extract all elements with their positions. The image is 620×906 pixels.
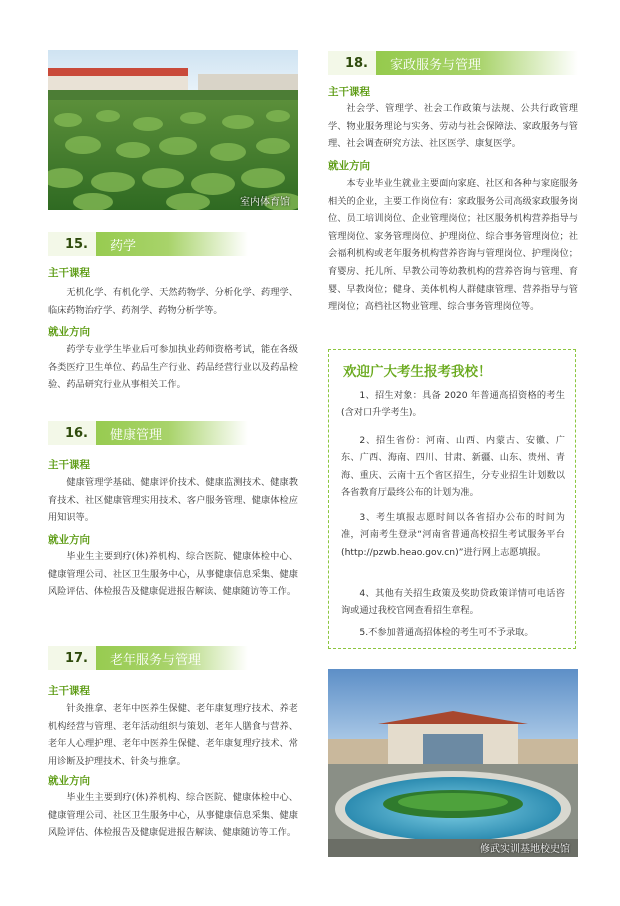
courses-text: 健康管理学基础、健康评价技术、健康监测技术、健康教育技术、社区健康管理实用技术、客户服务管理、健康体检应用知识等。 (48, 477, 298, 524)
notice-item: 2、招生省份：河南、山西、内蒙古、安徽、广东、广西、海南、四川、甘肃、新疆、山东、贵州、青海、重庆、云南十五个省区招生，分专业招生计划数以各省教育厅最终公布的计划为准。 (341, 435, 565, 499)
course-heading: 主干课程 (328, 86, 370, 98)
admissions-notice-box (328, 349, 576, 649)
section-number: 17. (48, 646, 96, 670)
section-number: 18. (328, 51, 376, 75)
section-title: 家政服务与管理 (390, 57, 482, 73)
lotus-pond-image (48, 50, 298, 210)
career-heading: 就业方向 (48, 326, 90, 338)
section-number: 15. (48, 232, 96, 256)
career-text: 本专业毕业生就业主要面向家庭、社区和各种与家庭服务相关的企业，主要工作岗位有：家政服务公司高级家政服务岗位、员工培训岗位、企业管理岗位；社区服务机构营养指导与管理岗位、家务管理岗位、护理岗位、综合事务管理岗位；社会福利机构或老年服务机构营养咨询与管理岗位、护理岗位；育婴房、托儿所、早教公司等幼教机构的营养咨询与管理、育婴、早教岗位；健身、美体机构人群健康管理、营养指导与管理岗位；高档社区物业管理、综合事务管理岗位等。 (328, 178, 578, 313)
courses-text: 无机化学、有机化学、天然药物学、分析化学、药理学、临床药物治疗学、药剂学、药物分析学等。 (48, 287, 298, 316)
gymnasium-photo (48, 50, 298, 210)
course-heading: 主干课程 (48, 685, 90, 697)
career-heading: 就业方向 (48, 534, 90, 546)
section-title: 健康管理 (110, 427, 163, 443)
photo-caption: 修武实训基地校史馆 (480, 844, 570, 855)
notice-item: 5.不参加普通高招体检的考生可不予录取。 (359, 627, 534, 638)
section-number: 16. (48, 421, 96, 445)
section-17-banner (48, 646, 248, 670)
notice-item: 4、其他有关招生政策及奖助贷政策详情可电话咨询或通过我校官网查看招生章程。 (341, 588, 565, 617)
notice-item: 1、招生对象：具备 2020 年普通高招资格的考生(含对口升学考生)。 (341, 390, 565, 419)
photo-caption: 室内体育馆 (240, 197, 290, 208)
museum-fountain-image (328, 669, 578, 857)
section-16-banner (48, 421, 248, 445)
section-18-banner (328, 51, 578, 75)
notice-item: 3、考生填报志愿时间以各省招办公布的时间为准，河南考生登录“河南省普通高校招生考试服务平台(http://pzwb.heao.gov.cn)”进行网上志愿填报。 (341, 512, 565, 558)
career-text: 毕业生主要到疗(休)养机构、综合医院、健康体检中心、健康管理公司、社区卫生服务中心，从事健康信息采集、健康风险评估、体检报告及健康促进报告解读、健康随访等工作。 (48, 551, 298, 598)
career-text: 毕业生主要到疗(休)养机构、综合医院、健康体检中心、健康管理公司、社区卫生服务中心，从事健康信息采集、健康风险评估、体检报告及健康促进报告解读、健康随访等工作。 (48, 792, 298, 839)
career-heading: 就业方向 (48, 775, 90, 787)
notice-title: 欢迎广大考生报考我校！ (343, 364, 492, 380)
course-heading: 主干课程 (48, 459, 90, 471)
course-heading: 主干课程 (48, 267, 90, 279)
history-museum-photo (328, 669, 578, 857)
section-title: 药学 (110, 238, 137, 254)
career-text: 药学专业学生毕业后可参加执业药师资格考试，能在各级各类医疗卫生单位、药品生产行业、药品经营行业以及药品检验、药品研究行业从事相关工作。 (48, 344, 298, 391)
courses-text: 针灸推拿、老年中医养生保健、老年康复理疗技术、养老机构经营与管理、老年活动组织与策划、老年人膳食与营养、老年人心理护理、老年中医养生保健、老年康复理疗技术、常用诊断及护理技术、针灸与推拿。 (48, 703, 298, 767)
section-title: 老年服务与管理 (110, 652, 202, 668)
courses-text: 社会学、管理学、社会工作政策与法规、公共行政管理学、物业服务理论与实务、劳动与社会保障法、家政服务与管理、社会调查研究方法、社区医学、康复医学。 (328, 103, 578, 150)
section-15-banner (48, 232, 248, 256)
career-heading: 就业方向 (328, 160, 370, 172)
